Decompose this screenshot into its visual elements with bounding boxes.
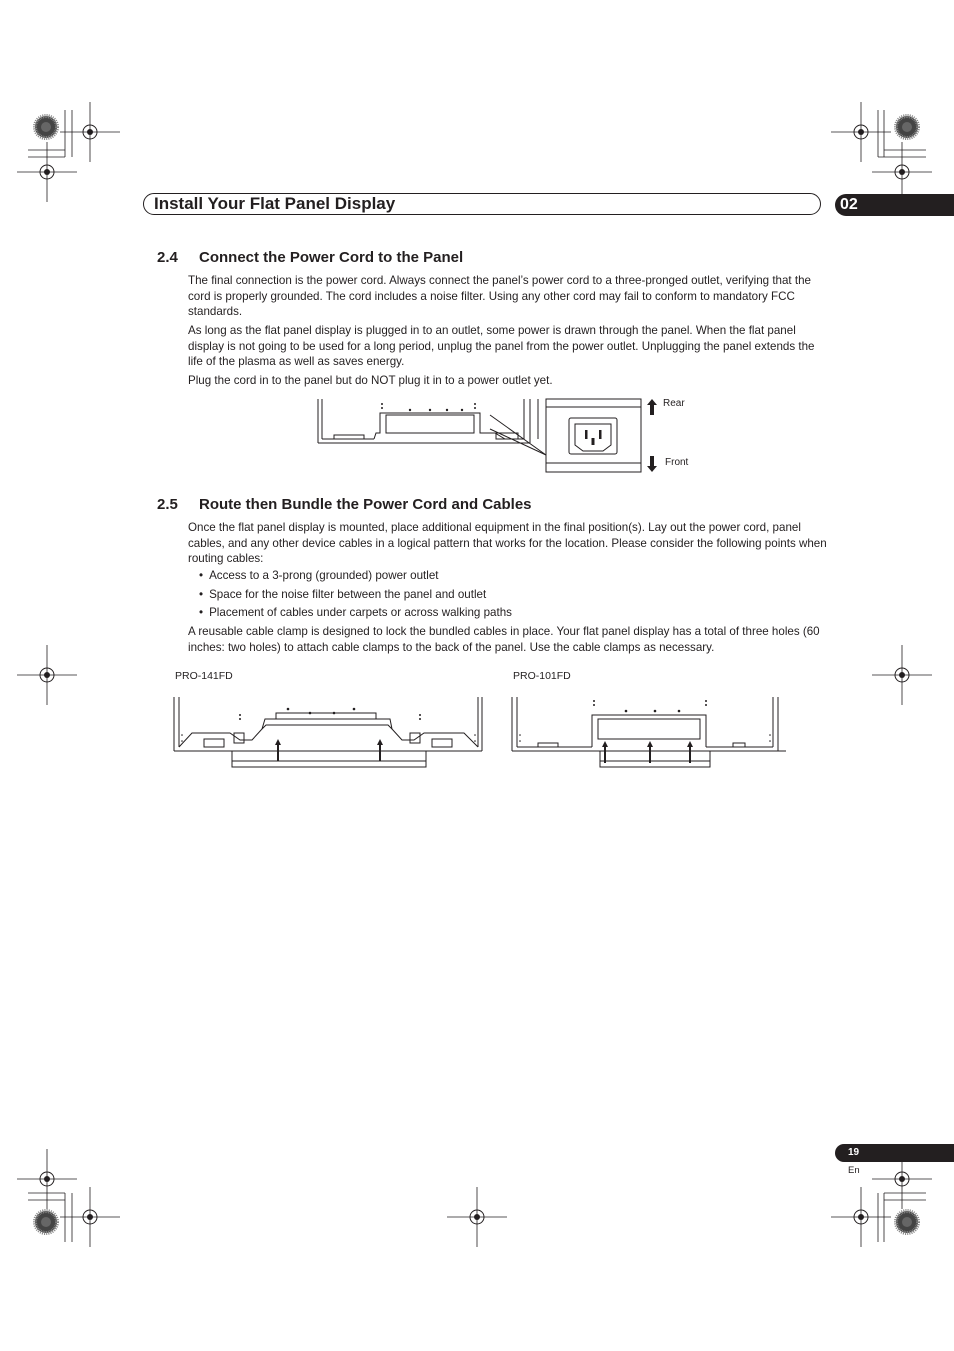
section-title: Connect the Power Cord to the Panel — [199, 249, 464, 266]
page-language: En — [848, 1165, 860, 1176]
list-item: • Access to a 3-prong (grounded) power outlet — [200, 567, 512, 586]
considerations-list — [200, 567, 512, 623]
chapter-number: 02 — [840, 196, 858, 213]
pro-141fd-cable-clamp-figure — [170, 695, 490, 773]
section-title: Route then Bundle the Power Cord and Cables — [199, 496, 532, 513]
rear-label: Rear — [663, 398, 685, 409]
list-item: • Space for the noise filter between the panel and outlet — [200, 586, 512, 605]
page-number: 19 — [848, 1147, 860, 1158]
section-2-4-heading — [157, 249, 463, 267]
list-item: • Placement of cables under carpets or across walking paths — [200, 604, 512, 623]
paragraph: Plug the cord in to the panel but do NOT plug it in to a power outlet yet. — [188, 374, 553, 387]
front-label: Front — [665, 457, 689, 468]
paragraph: Once the flat panel display is mounted, place additional equipment in the final position(s). Lay out the power cord, panel cables, and any other device cables in a logical pattern that works for the location. Please consider the following points when routing cables: — [188, 521, 827, 566]
section-number: 2.4 — [157, 249, 178, 266]
power-inlet-figure — [310, 395, 660, 475]
model-label-pro-101fd: PRO-101FD — [513, 670, 571, 682]
model-label-pro-141fd: PRO-141FD — [175, 670, 233, 682]
paragraph: As long as the flat panel display is plugged in to an outlet, some power is drawn through the panel. When the flat panel display is not going to be used for a long period, unplug the panel from the power outlet. Unplugging the panel extends the life of the plasma as well as saves energy. — [188, 324, 815, 369]
pro-101fd-cable-clamp-figure — [508, 695, 793, 773]
section-number: 2.5 — [157, 496, 178, 513]
section-2-5-heading — [157, 496, 532, 514]
rear-arrow-icon — [646, 399, 658, 415]
paragraph: A reusable cable clamp is designed to lock the bundled cables in place. Your flat panel display has a total of three holes (60 inches: two holes) to attach cable clamps to the back of the panel. Use the cable clamps as necessary. — [188, 625, 820, 654]
paragraph: The final connection is the power cord. Always connect the panel’s power cord to a three-pronged outlet, verifying that the cord is properly grounded. The cord includes a noise filter. Using any other cord may fail to conform to mandatory FCC standards. — [188, 274, 811, 319]
front-arrow-icon — [646, 456, 658, 472]
chapter-title: Install Your Flat Panel Display — [154, 194, 396, 213]
